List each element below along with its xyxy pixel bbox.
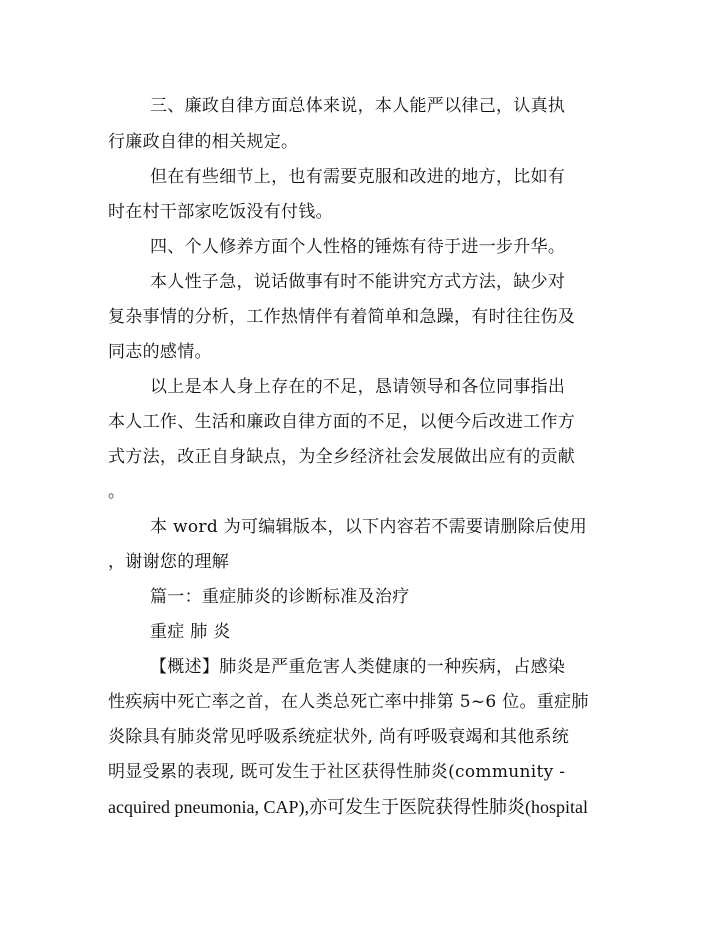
text-line: 。 bbox=[108, 482, 126, 502]
text-line: 四、个人修养方面个人性格的锤炼有待于进一步升华。 bbox=[150, 237, 566, 257]
text-line: 炎除具有肺炎常见呼吸系统症状外, 尚有呼吸衰竭和其他系统 bbox=[108, 727, 570, 747]
text-line: 【概述】肺炎是严重危害人类健康的一种疾病，占感染 bbox=[150, 657, 566, 677]
text-line: 本人工作、生活和廉政自律方面的不足，以便今后改进工作方 bbox=[108, 412, 576, 432]
text-line: 篇一：重症肺炎的诊断标准及治疗 bbox=[150, 587, 410, 607]
text-line: 重症 肺 炎 bbox=[150, 622, 231, 642]
text-line: 以上是本人身上存在的不足，恳请领导和各位同事指出 bbox=[150, 377, 566, 397]
text-line: 式方法，改正自身缺点，为全乡经济社会发展做出应有的贡献 bbox=[108, 447, 576, 467]
text-line: 本人性子急，说话做事有时不能讲究方式方法，缺少对 bbox=[150, 272, 566, 292]
text-line: 三、廉政自律方面总体来说，本人能严以律己，认真执 bbox=[150, 96, 566, 116]
text-line: 复杂事情的分析，工作热情伴有着简单和急躁，有时往往伤及 bbox=[108, 307, 576, 327]
text-line: acquired pneumonia, CAP),亦可发生于医院获得性肺炎(hospital bbox=[108, 797, 588, 817]
text-line: 但在有些细节上，也有需要克服和改进的地方，比如有 bbox=[150, 167, 566, 187]
text-line: 性疾病中死亡率之首，在人类总死亡率中排第 5~6 位。重症肺 bbox=[108, 692, 589, 712]
text-line: ，谢谢您的理解 bbox=[108, 552, 230, 572]
text-line: 行廉政自律的相关规定。 bbox=[108, 132, 299, 152]
text-line: 时在村干部家吃饭没有付钱。 bbox=[108, 202, 333, 222]
text-line: 本 word 为可编辑版本，以下内容若不需要请删除后使用 bbox=[150, 517, 588, 537]
text-line: 同志的感情。 bbox=[108, 342, 212, 362]
text-line: 明显受累的表现, 既可发生于社区获得性肺炎(community - bbox=[108, 762, 566, 782]
